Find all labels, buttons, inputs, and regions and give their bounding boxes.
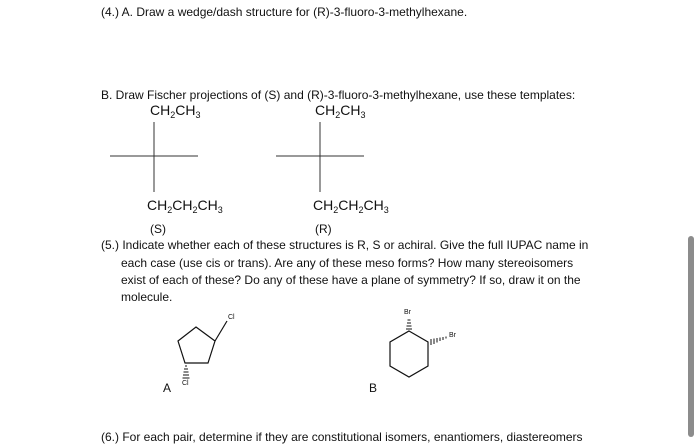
fischer-s-top-group: $CH_2CH_3$ <box>150 102 201 120</box>
molecule-a-label: A <box>163 381 172 395</box>
question-4-text: (4.) A. Draw a wedge/dash structure for (R)-3-fluoro-3-methylhexane. <box>101 5 468 19</box>
question-5-line-2: each case (use cis or trans). Are any of these meso forms? How many stereoisomers <box>121 256 574 270</box>
fischer-r-top-group: $CH_2CH_3$ <box>315 102 366 120</box>
fischer-s-label: (S) <box>150 222 166 236</box>
fischer-s-bottom-group: $CH_2CH_2CH_3$ <box>147 197 223 215</box>
molecule-a-ring <box>178 321 227 363</box>
molecule-b-substituent-top: Br <box>404 309 411 316</box>
question-5-line-4: molecule. <box>121 290 173 304</box>
molecule-b-dash-bond-side <box>431 337 446 346</box>
molecule-a-substituent-bottom: Cl <box>182 380 189 387</box>
molecule-b-substituent-side: Br <box>449 332 456 339</box>
molecule-a-dash-bond <box>183 366 190 378</box>
part-b-text: B. Draw Fischer projections of (S) and (R)-3-fluoro-3-methylhexane, use these templates: <box>101 88 576 102</box>
molecule-b-dash-bond-top <box>406 320 412 329</box>
vertical-scrollbar[interactable] <box>688 236 694 437</box>
molecule-b-ring <box>390 331 428 377</box>
question-5-line-1: (5.) Indicate whether each of these structures is R, S or achiral. Give the full IUPAC name in <box>101 238 589 252</box>
fischer-r-label: (R) <box>315 222 332 236</box>
fischer-r-bottom-group: $CH_2CH_2CH_3$ <box>313 197 389 215</box>
molecule-a-substituent-top: Cl <box>228 314 235 321</box>
molecule-b-label: B <box>369 381 378 395</box>
question-6-cut-off-text: (6.) For each pair, determine if they are constitutional isomers, enantiomers, diastereomers <box>101 430 583 444</box>
question-5-line-3: exist of each of these? Do any of these have a plane of symmetry? If so, draw it on the <box>121 273 581 287</box>
